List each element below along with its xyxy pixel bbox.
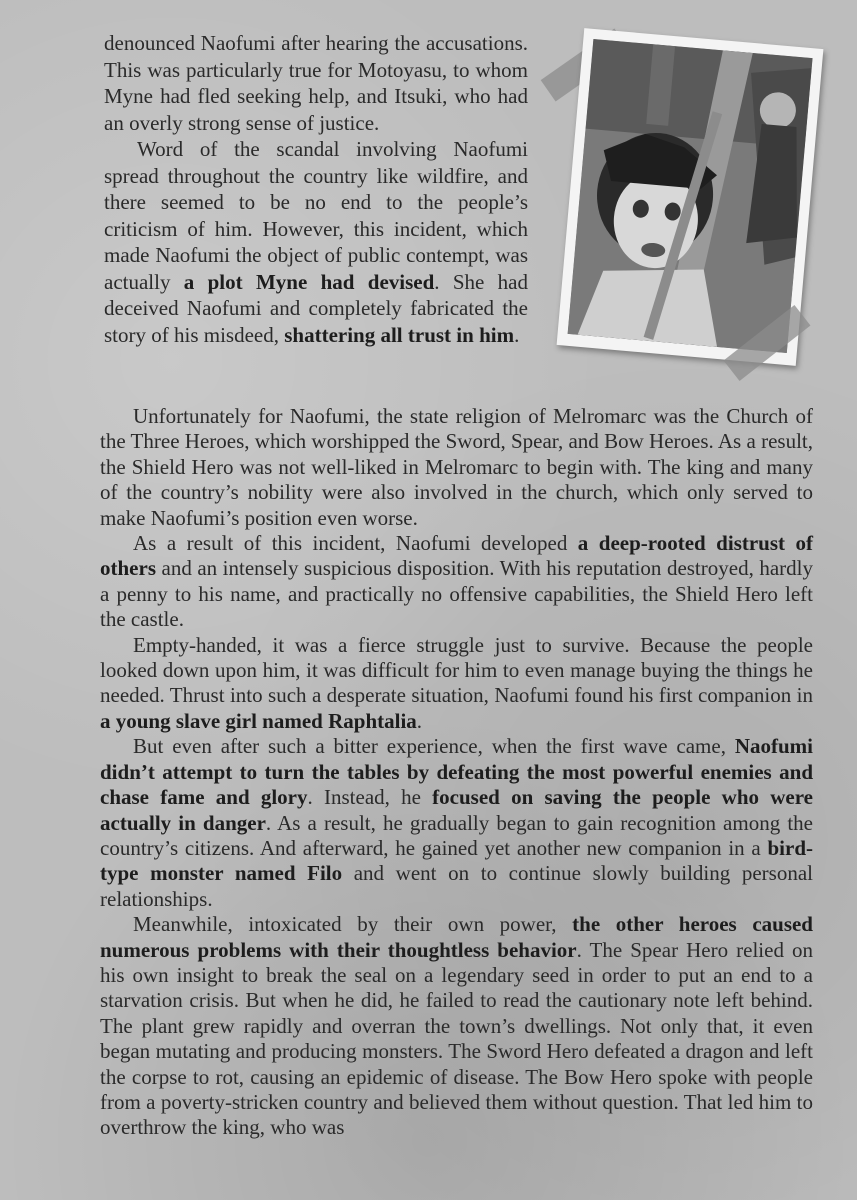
paragraph-6: But even after such a bitter experience, when the first wave came, Naofumi didn’t attempt to turn the tables by defeating the most powerful enemies and chase fame and glory. Instead, he focused on saving the people who were actually in danger. As a result, he gradually began to gain recognition among the country’s citizens. And afterward, he gained yet another new companion in a bird-type monster named Filo and went on to continue slowly building personal relationships. [100, 734, 813, 911]
bold-phrase: bird-type monster named Filo [100, 835, 813, 886]
bold-phrase: the other heroes caused numerous problems with their thoughtless behavior [100, 912, 813, 962]
paragraph-5: Empty-handed, it was a fierce struggle just to survive. Because the people looked down upon him, it was difficult for him to even manage buying the things he needed. Thrust into such a desperate situation, Naofumi found his first companion in a young slave girl named Raphtalia. [100, 632, 813, 733]
paragraph-3: Unfortunately for Naofumi, the state religion of Melromarc was the Church of the Three Heroes, which worshipped the Sword, Spear, and Bow Heroes. As a result, the Shield Hero was not well-liked in Melromarc to begin with. The king and many of the country’s nobility were also involved in the church, which only served to make Naofumi’s position even worse. [100, 404, 813, 530]
bold-phrase: focused on saving the people who were actually in danger [100, 785, 813, 835]
body-text [100, 404, 813, 1141]
illustration-art [568, 39, 813, 353]
paragraph-1: denounced Naofumi after hearing the accusations. This was particularly true for Motoyasu, to whom Myne had fled seeking help, and Itsuki, who had an overly strong sense of justice. [104, 31, 528, 135]
top-text-column [104, 30, 528, 348]
bold-phrase: shattering all trust in him [284, 322, 515, 347]
paragraph-2: Word of the scandal involving Naofumi spread throughout the country like wildfire, and there seemed to be no end to the people’s criticism of him. However, this incident, which made Naofumi the object of public contempt, was actually a plot Myne had devised. She had deceived Naofumi and completely fabricated the story of his misdeed, shattering all trust in him. [104, 137, 528, 347]
manga-illustration [568, 39, 813, 353]
bold-phrase: a plot Myne had devised [183, 269, 435, 294]
paragraph-7: Meanwhile, intoxicated by their own power, the other heroes caused numerous problems with their thoughtless behavior. The Spear Hero relied on his own insight to break the seal on a legendary seed in order to put an end to a starvation crisis. But when he did, he failed to read the cautionary note left behind. The plant grew rapidly and overran the town’s dwellings. Not only that, it even began mutating and producing monsters. The Sword Hero defeated a dragon and left the corpse to rot, causing an epidemic of disease. The Bow Hero spoke with people from a poverty-stricken country and believed them without question. That led him to overthrow the king, who was [100, 912, 813, 1140]
bold-phrase: a deep-rooted distrust of others [100, 531, 813, 581]
bold-phrase: a young slave girl named Raphtalia [100, 708, 417, 733]
bold-phrase: Naofumi didn’t attempt to turn the tables by defeating the most powerful enemies and chase fame and glory [100, 734, 813, 810]
paragraph-4: As a result of this incident, Naofumi developed a deep-rooted distrust of others and an intensely suspicious disposition. With his reputation destroyed, hardly a penny to his name, and practically no offensive capabilities, the Shield Hero left the castle. [100, 531, 813, 632]
